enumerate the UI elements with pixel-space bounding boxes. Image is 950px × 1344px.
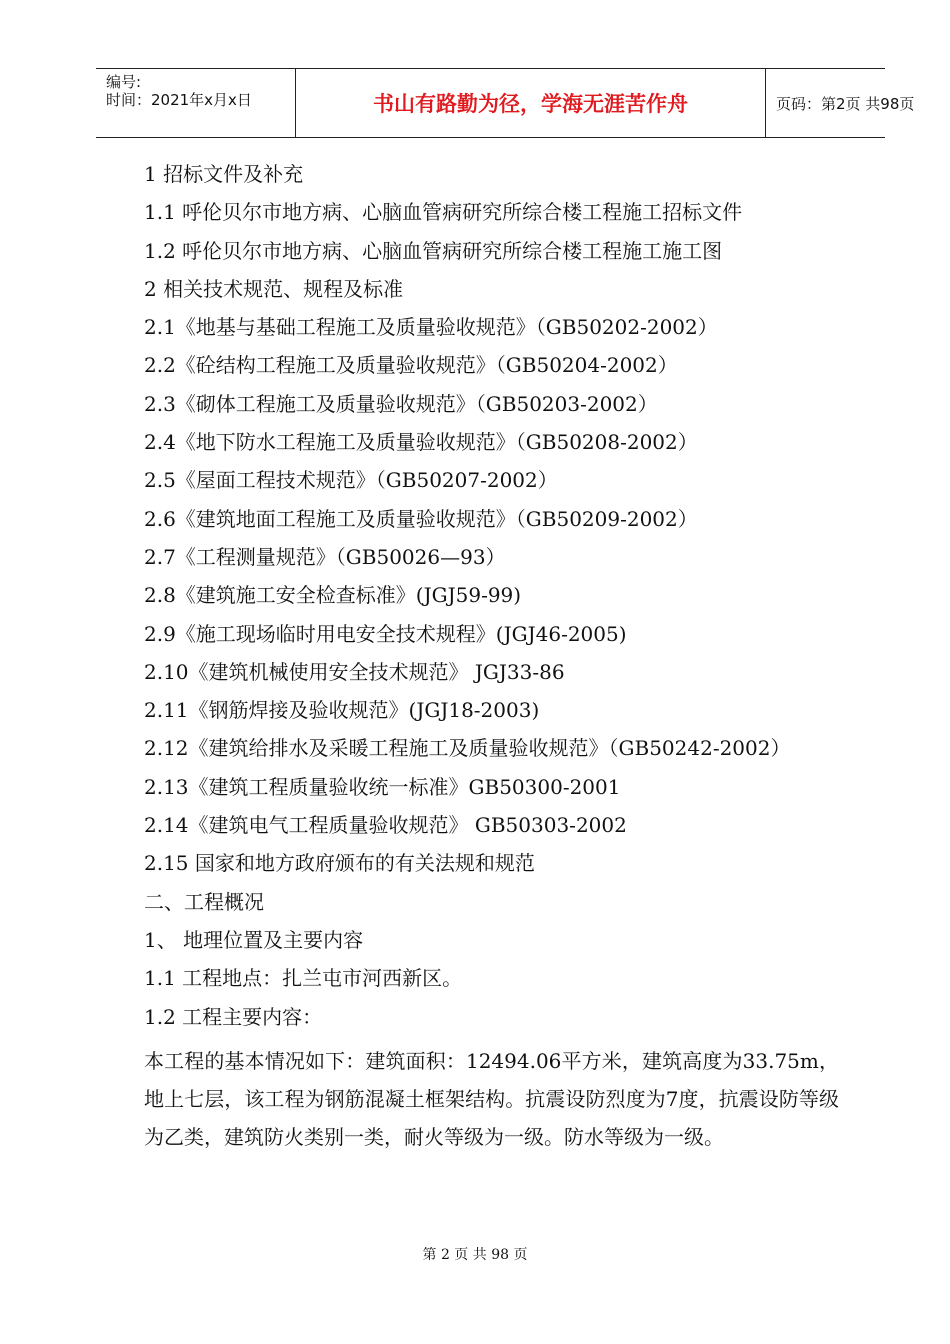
serial-label: 编号: [106,73,142,91]
text-line: 2.2《砼结构工程施工及质量验收规范》（GB50204-2002） [144,353,678,378]
text-line: 2.13《建筑工程质量验收统一标准》GB50300-2001 [144,774,621,799]
overview-paragraph: 本工程的基本情况如下：建筑面积：12494.06平方米，建筑高度为33.75m，地上七层，该工程为钢筋混凝土框架结构。抗震设防烈度为7度，抗震设防等级为乙类，建筑防火类别一类，耐火等级为一级。防水等级为一级。 [144,1048,839,1149]
section-heading: 二、工程概况 [144,889,264,914]
text-line: 2 相关技术规范、规程及标准 [144,276,404,301]
text-line: 2.14《建筑电气工程质量验收规范》 GB50303-2002 [144,813,627,838]
text-line: 2.11《钢筋焊接及验收规范》(JGJ18-2003) [144,698,540,723]
text-line: 2.15 国家和地方政府颁布的有关法规和规范 [144,851,535,876]
text-line: 1 招标文件及补充 [144,162,304,186]
text-line: 2.5《屋面工程技术规范》（GB50207-2002） [144,468,558,493]
text-line: 2.7《工程测量规范》（GB50026—93） [144,544,506,569]
text-line: 2.1《地基与基础工程施工及质量验收规范》（GB50202-2002） [144,315,718,340]
page-header [96,68,915,138]
text-line: 2.9《施工现场临时用电安全技术规程》(JGJ46-2005) [144,621,627,646]
text-line: 1.2 工程主要内容： [144,1004,323,1029]
header-meta [96,69,296,137]
text-line: 1、 地理位置及主要内容 [144,927,364,952]
text-line: 2.12《建筑给排水及采暖工程施工及质量验收规范》（GB50242-2002） [144,736,791,761]
document-body [144,155,844,1156]
text-line: 2.6《建筑地面工程施工及质量验收规范》（GB50209-2002） [144,506,698,531]
text-line: 1.1 工程地点：扎兰屯市河西新区。 [144,966,463,991]
text-line: 2.8《建筑施工安全检查标准》(JGJ59-99) [144,583,522,608]
text-line: 1.2 呼伦贝尔市地方病、心脑血管病研究所综合楼工程施工施工图 [144,238,723,263]
header-motto: 书山有路勤为径，学海无涯苦作舟 [296,69,766,137]
header-page-number: 页码：第2页 共98页 [776,94,915,113]
text-line: 2.4《地下防水工程施工及质量验收规范》（GB50208-2002） [144,430,698,455]
page-footer: 第 2 页 共 98 页 [422,1247,528,1263]
text-line: 2.10《建筑机械使用安全技术规范》 JGJ33-86 [144,659,565,684]
text-line: 2.3《砌体工程施工及质量验收规范》（GB50203-2002） [144,391,658,416]
time-label: 时间：2021年x月x日 [106,91,252,109]
text-line: 1.1 呼伦贝尔市地方病、心脑血管病研究所综合楼工程施工招标文件 [144,200,743,225]
